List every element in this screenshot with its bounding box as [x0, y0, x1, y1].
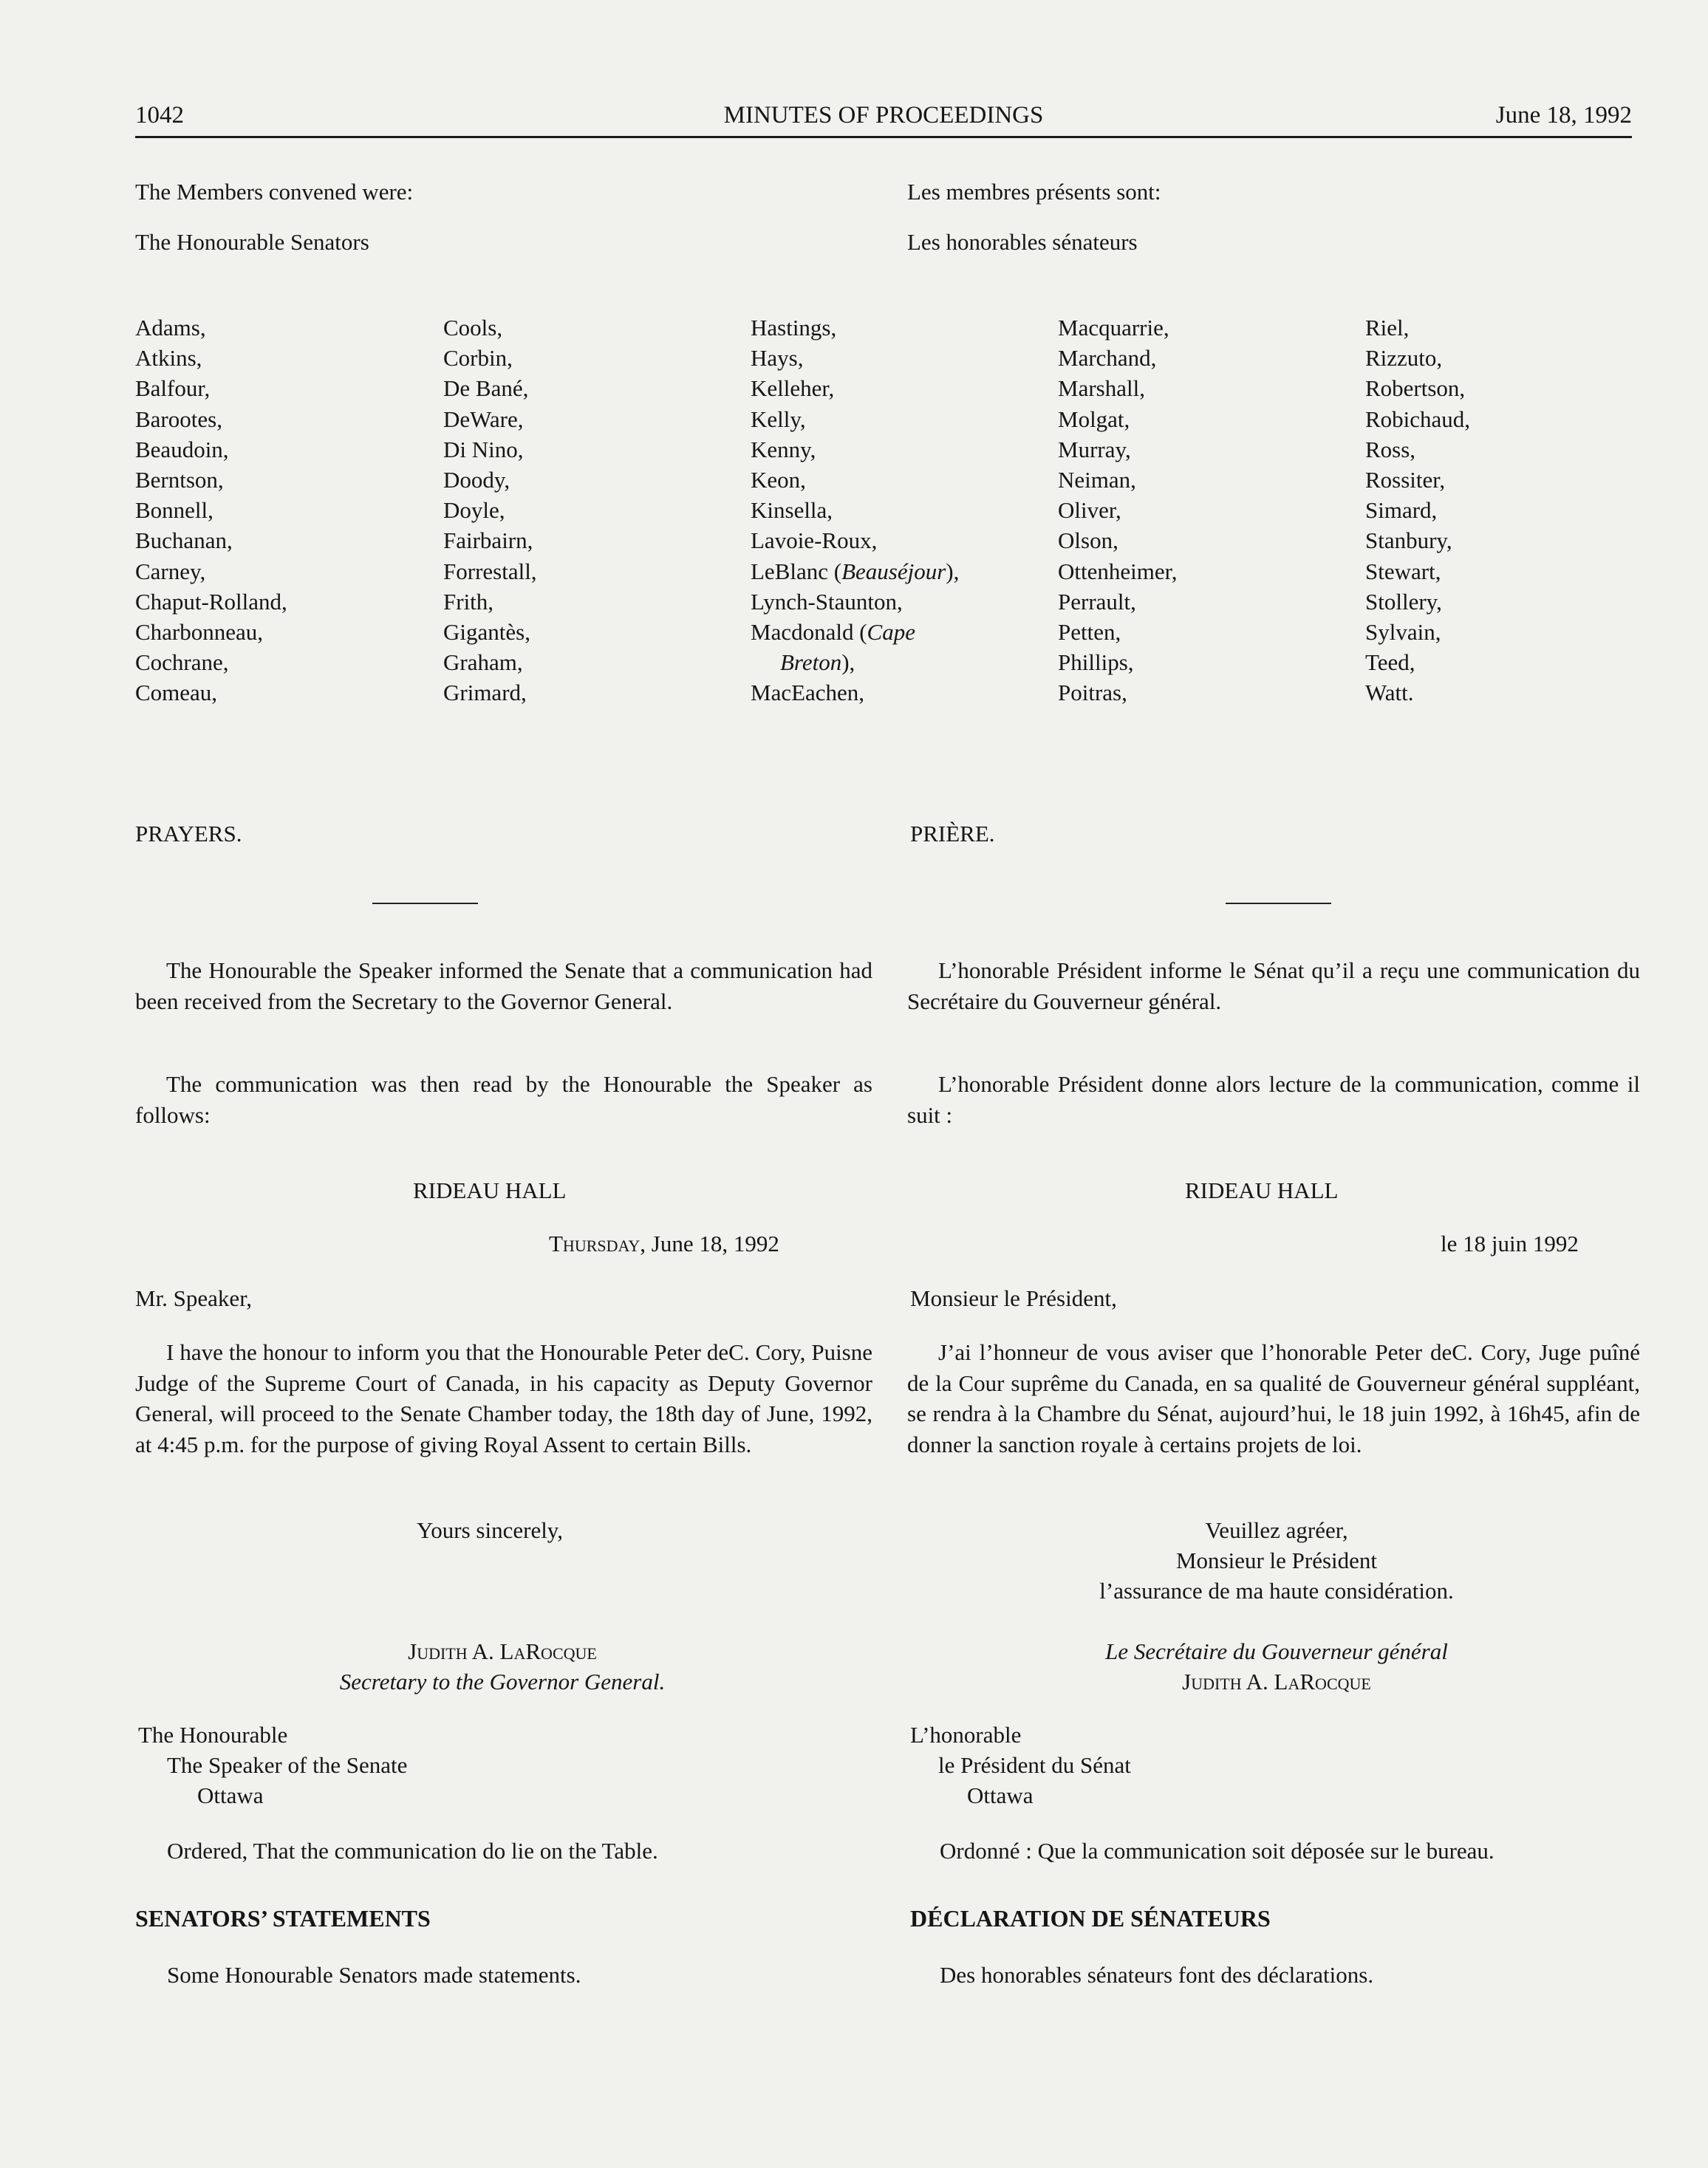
senator-name: Robichaud,	[1365, 406, 1471, 432]
senator-name: Stollery,	[1365, 588, 1442, 615]
senator-riding: Breton	[780, 649, 842, 676]
senator-name: Forrestall,	[443, 558, 537, 584]
closing-en: Yours sincerely,	[417, 1517, 564, 1543]
senator-name-part: Macdonald (	[751, 619, 867, 646]
senator-name: Cochrane,	[135, 649, 229, 676]
addressee-fr-line-2: le Président du Sénat	[938, 1752, 1131, 1778]
senator-riding: Cape	[867, 619, 915, 646]
senator-name: Berntson,	[135, 467, 224, 493]
senator-name-leblanc	[751, 556, 959, 587]
communication-read-fr: L’honorable Président donne alors lecture de la communication, comme il suit :	[907, 1071, 1640, 1128]
senator-name: Molgat,	[1058, 406, 1130, 432]
section-divider-en	[372, 903, 478, 904]
signer-name-fr: Judith A. LaRocque	[1182, 1669, 1371, 1695]
senator-name-part: ),	[841, 649, 855, 676]
senator-name: Gigantès,	[443, 619, 530, 646]
senator-name: Ross,	[1365, 436, 1416, 462]
senator-name: Kelleher,	[751, 375, 835, 402]
senator-name: Marshall,	[1058, 375, 1145, 402]
running-title: MINUTES OF PROCEEDINGS	[723, 102, 1044, 129]
statements-text-fr: Des honorables sénateurs font des déclarations.	[940, 1962, 1374, 1988]
senator-name: Frith,	[443, 588, 494, 615]
senator-name: Ottenheimer,	[1058, 558, 1178, 584]
senator-name-continuation	[751, 647, 959, 677]
senator-name: Beaudoin,	[135, 436, 229, 462]
senator-name: Phillips,	[1058, 649, 1134, 676]
members-convened-en: The Members convened were:	[135, 179, 414, 205]
senator-names-column-5	[1365, 312, 1470, 708]
senator-name: Kinsella,	[751, 497, 833, 524]
addressee-fr-line-3: Ottawa	[967, 1782, 1034, 1808]
signer-title-en	[281, 1666, 724, 1697]
letter-date-en	[549, 1228, 779, 1259]
senator-name: Carney,	[135, 558, 206, 584]
letter-date-rest: , June 18, 1992	[640, 1231, 779, 1256]
letter-place-fr: RIDEAU HALL	[1185, 1177, 1339, 1203]
senator-name: Cools,	[443, 315, 503, 341]
letter-body-fr: J’ai l’honneur de vous aviser que l’honorable Peter deC. Cory, Juge puîné de la Cour suprême du Canada, en sa qualité de Gouverneur général suppléant, se rendra à la Chambre du Sénat, aujourd’hui, le 18 juin 1992, à 16h45, afin de donner la sanction royale à certains projets de loi.	[907, 1339, 1640, 1457]
letter-place-en: RIDEAU HALL	[413, 1177, 567, 1203]
senator-name: Buchanan,	[135, 527, 233, 554]
senator-name: Corbin,	[443, 345, 513, 372]
addressee-en-line-3: Ottawa	[197, 1782, 264, 1808]
senator-name: DeWare,	[443, 406, 524, 432]
senator-name: Balfour,	[135, 375, 211, 402]
speaker-informed-fr: L’honorable Président informe le Sénat qu’il a reçu une communication du Secrétaire du Gouverneur général.	[907, 957, 1640, 1014]
senator-name: Watt.	[1365, 680, 1414, 706]
senator-name: Robertson,	[1365, 375, 1466, 402]
senator-name: Hays,	[751, 345, 804, 372]
senator-name: Hastings,	[751, 315, 837, 341]
signer-title-fr-text: Le Secrétaire du Gouverneur général	[1105, 1638, 1448, 1664]
header-date: June 18, 1992	[1495, 102, 1632, 129]
honourable-senators-en: The Honourable Senators	[135, 229, 369, 255]
senator-name: Atkins,	[135, 345, 202, 372]
senator-name: Teed,	[1365, 649, 1415, 676]
ordered-fr: Ordonné : Que la communication soit déposée sur le bureau.	[940, 1838, 1494, 1864]
statements-heading-en: SENATORS’ STATEMENTS	[135, 1905, 431, 1932]
senator-riding: Beauséjour	[841, 558, 946, 584]
addressee-en-line-2: The Speaker of the Senate	[167, 1752, 408, 1778]
senator-names-column-1	[135, 312, 287, 708]
statements-heading-fr: DÉCLARATION DE SÉNATEURS	[910, 1905, 1271, 1932]
closing-fr-3: l’assurance de ma haute considération.	[1099, 1578, 1454, 1604]
senator-name: Stanbury,	[1365, 527, 1452, 554]
senator-name: Olson,	[1058, 527, 1118, 554]
senator-name: Charbonneau,	[135, 619, 264, 646]
senator-name: Kelly,	[751, 406, 806, 432]
senator-name: Bonnell,	[135, 497, 214, 524]
members-convened-fr: Les membres présents sont:	[907, 179, 1161, 205]
senator-name: Di Nino,	[443, 436, 524, 462]
letter-date-fr: le 18 juin 1992	[1441, 1231, 1579, 1256]
senator-name: Rizzuto,	[1365, 345, 1443, 372]
senator-name: Neiman,	[1058, 467, 1136, 493]
senator-name: Kenny,	[751, 436, 816, 462]
speaker-informed-en: The Honourable the Speaker informed the Senate that a communication had been received from the Secretary to the Governor General.	[135, 957, 872, 1014]
senator-name: Keon,	[751, 467, 806, 493]
salutation-en: Mr. Speaker,	[135, 1285, 253, 1311]
page-number: 1042	[135, 102, 184, 129]
letter-weekday: Thursday	[549, 1231, 640, 1256]
section-divider-fr	[1226, 903, 1331, 904]
senator-name: Murray,	[1058, 436, 1131, 462]
senator-name: Poitras,	[1058, 680, 1127, 706]
statements-text-en: Some Honourable Senators made statements.	[167, 1962, 581, 1988]
senator-name: MacEachen,	[751, 680, 865, 706]
senator-name: Rossiter,	[1365, 467, 1446, 493]
senator-name: Perrault,	[1058, 588, 1136, 615]
senator-name: Marchand,	[1058, 345, 1157, 372]
addressee-fr-line-1: L’honorable	[910, 1722, 1022, 1748]
closing-fr-1: Veuillez agréer,	[1205, 1517, 1348, 1543]
senator-name-part: ),	[946, 558, 960, 584]
signer-title-en-text: Secretary to the Governor General.	[339, 1669, 666, 1695]
signer-title-fr	[1033, 1636, 1520, 1666]
senator-name: Stewart,	[1365, 558, 1441, 584]
senator-name: Macquarrie,	[1058, 315, 1169, 341]
signer-name-en: Judith A. LaRocque	[408, 1638, 597, 1664]
closing-fr-2: Monsieur le Président	[1175, 1548, 1378, 1573]
senator-name: Lavoie-Roux,	[751, 527, 878, 554]
senator-name-macdonald	[751, 617, 959, 647]
senator-names-column-3	[751, 312, 959, 708]
senator-name: Riel,	[1365, 315, 1410, 341]
senator-name: Barootes,	[135, 406, 222, 432]
honourable-senators-fr: Les honorables sénateurs	[907, 229, 1138, 255]
addressee-en-line-1: The Honourable	[138, 1722, 288, 1748]
letter-body-en: I have the honour to inform you that the Honourable Peter deC. Cory, Puisne Judge of the Supreme Court of Canada, in his capacity as Deputy Governor General, will proceed to the Senate Chamber today, the 18th day of June, 1992, at 4:45 p.m. for the purpose of giving Royal Assent to certain Bills.	[135, 1339, 872, 1457]
senator-name: Petten,	[1058, 619, 1121, 646]
senator-name: Doyle,	[443, 497, 505, 524]
senator-name: Chaput-Rolland,	[135, 588, 287, 615]
prayers-heading-fr: PRIÈRE.	[910, 821, 995, 847]
senator-name: Fairbairn,	[443, 527, 533, 554]
salutation-fr: Monsieur le Président,	[910, 1285, 1117, 1311]
senator-name: De Bané,	[443, 375, 529, 402]
ordered-en: Ordered, That the communication do lie on the Table.	[167, 1838, 658, 1864]
senator-name: Comeau,	[135, 680, 218, 706]
prayers-heading-en: PRAYERS.	[135, 821, 242, 847]
communication-read-en: The communication was then read by the Honourable the Speaker as follows:	[135, 1071, 872, 1128]
senator-name-part: LeBlanc (	[751, 558, 842, 584]
header-rule	[135, 136, 1632, 138]
senator-names-column-2	[443, 312, 537, 708]
senator-name: Grimard,	[443, 680, 527, 706]
senator-name: Simard,	[1365, 497, 1438, 524]
senator-name: Oliver,	[1058, 497, 1121, 524]
senator-name: Sylvain,	[1365, 619, 1441, 646]
senator-name: Lynch-Staunton,	[751, 588, 903, 615]
senator-name: Adams,	[135, 315, 206, 341]
senator-name: Doody,	[443, 467, 510, 493]
senator-name: Graham,	[443, 649, 523, 676]
senator-names-column-4	[1058, 312, 1177, 708]
